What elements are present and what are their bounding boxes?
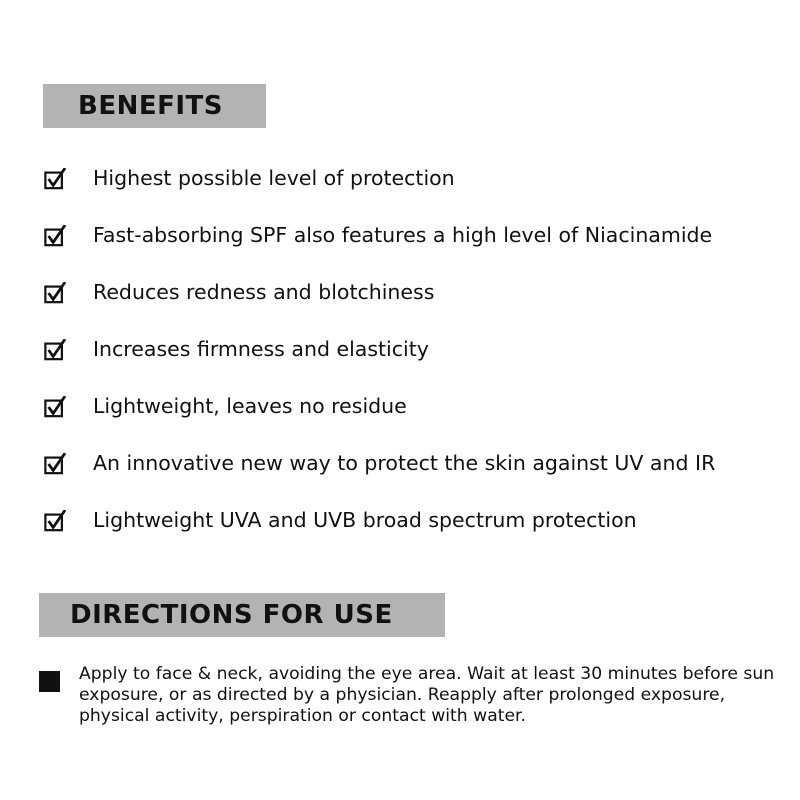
checkbox-checked-icon (44, 282, 66, 304)
checkbox-checked-icon (44, 510, 66, 532)
checkbox-checked-icon (44, 225, 66, 247)
benefit-label: Highest possible level of protection (93, 166, 455, 190)
benefit-label: Fast-absorbing SPF also features a high level of Niacinamide (93, 223, 713, 247)
benefit-item (42, 278, 782, 308)
benefit-item (42, 164, 782, 194)
directions-title: DIRECTIONS FOR USE (70, 600, 393, 630)
benefits-title: BENEFITS (78, 91, 223, 121)
checkbox-checked-icon (44, 453, 66, 475)
checkbox-checked-icon (44, 339, 66, 361)
directions-header (39, 593, 445, 637)
benefit-item (42, 506, 782, 536)
benefit-label: Lightweight, leaves no residue (93, 394, 407, 418)
benefit-label: Lightweight UVA and UVB broad spectrum protection (93, 508, 637, 532)
checkbox-checked-icon (44, 168, 66, 190)
benefit-label: Reduces redness and blotchiness (93, 280, 435, 304)
benefit-label: An innovative new way to protect the skin against UV and IR (93, 451, 716, 475)
benefit-item (42, 335, 782, 365)
benefit-label: Increases firmness and elasticity (93, 337, 429, 361)
benefit-item (42, 449, 782, 479)
checkbox-checked-icon (44, 396, 66, 418)
benefit-item (42, 221, 782, 251)
square-bullet-icon (39, 671, 60, 692)
benefit-item (42, 392, 782, 422)
directions-text: Apply to face & neck, avoiding the eye area. Wait at least 30 minutes before sun exposure, or as directed by a physician. Reapply after prolonged exposure, physical activity, perspiration or contact with water. (79, 664, 775, 726)
